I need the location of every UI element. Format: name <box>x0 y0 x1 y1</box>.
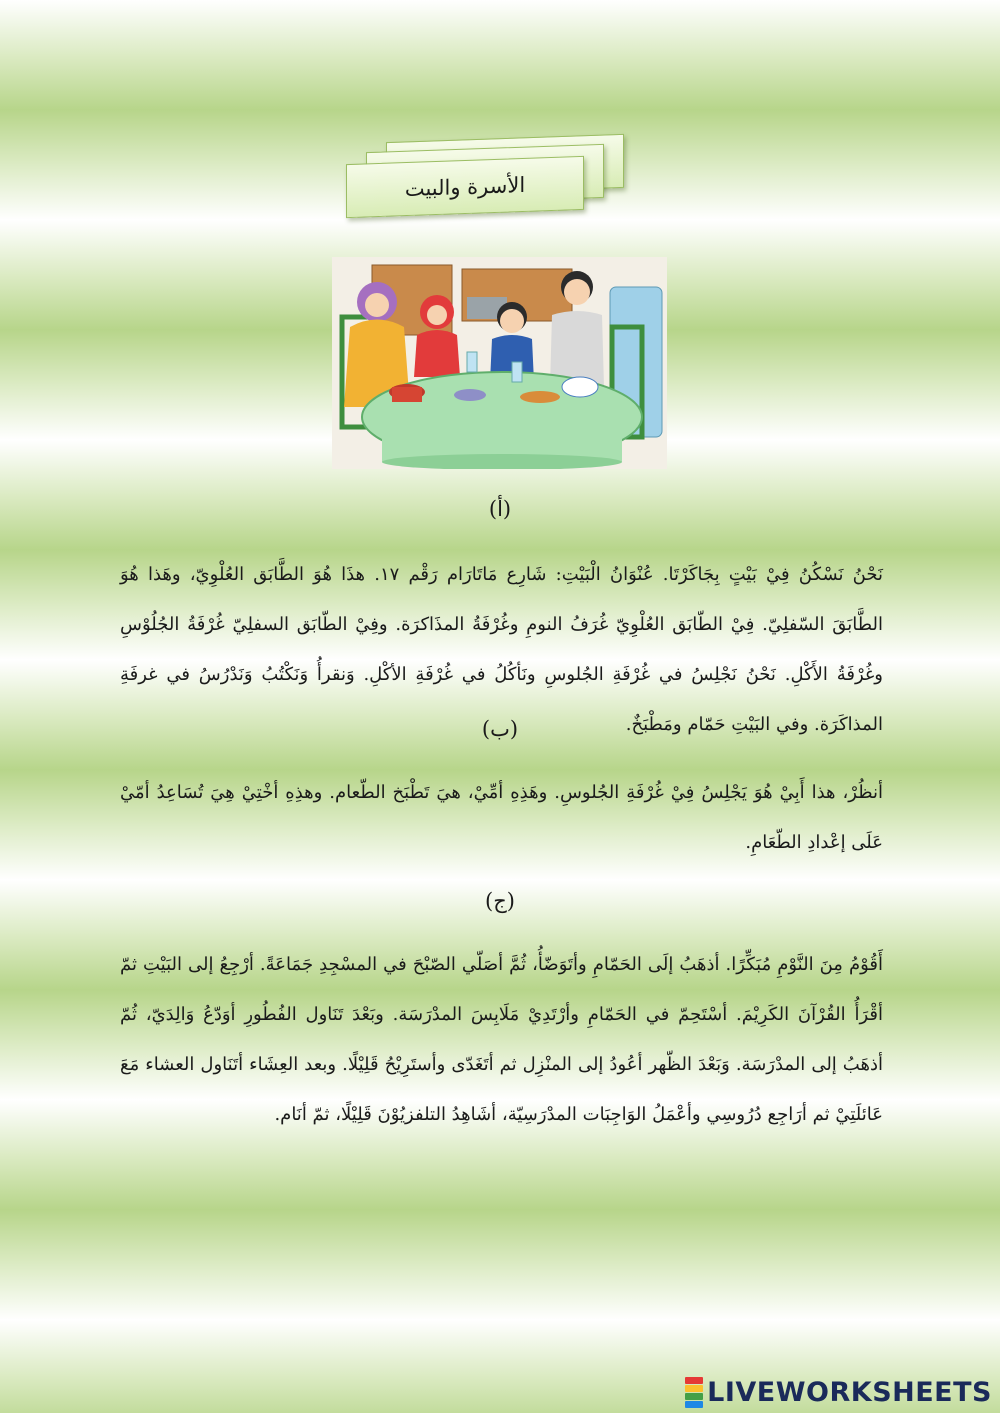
title-banner <box>346 138 630 220</box>
page-title: الأسرة والبيت <box>404 172 526 202</box>
section-label-a: (أ) <box>488 497 512 521</box>
family-dinner-illustration <box>332 257 667 469</box>
section-a-paragraph: نَحْنُ نَسْكُنُ فِيْ بَيْتٍ بِجَاكَرْتَا. عُنْوَانُ الْبَيْتِ: شَارِع مَاتَارَام رَقْم ١٧. هذَا هُوَ الطَّابَق العُلْوِيّ، وهَذا هُوَ الطَّابَقَ السّفلِيّ. فِيْ الطّابَق العُلْوِيّ غُرَفُ النومِ وغُرْفَةُ المذَاكرَة. وفِيْ الطّابَق السفلِيّ غُرْفَةُ الجُلُوْسِ وغُرْفَةُ الأَكْلِ. نَحْنُ نَجْلِسُ في غُرْفَةِ الجُلوسِ ونَأكُلُ في غُرْفَةِ الأكْلِ. وَنقرأُ وَنَكْتُبُ وَنَدْرُسُ في غرفَةِ المذاكَرَة. وفي البَيْتِ حَمّام ومَطْبَخٌ. <box>120 564 883 735</box>
watermark-text: LIVEWORKSHEETS <box>707 1376 992 1408</box>
section-c-paragraph: أَقُوْمُ مِنَ النَّوْمِ مُبَكِّرًا. أذهَبُ إلَى الحَمّامِ وأتَوَضّأُ، ثُمَّ أصَلّي الصّبْحَ في المسْجِدِ جَمَاعَةً. أرْجِعُ إلى البَيْتِ ثمّ أقْرَأُ القُرْآنَ الكَرِيْمَ. أسْتَحِمّ في الحَمّامِ وأرْتَدِيْ مَلَابِسَ المدْرَسَة. وبَعْدَ تَنَاول الفُطُورِ أوَدّعُ وَالِدَيّ، ثُمّ أذهَبُ إلى المدْرَسَة. وَبَعْدَ الظّهر أعُودُ إلى المنْزِل ثم أتَغَدّى وأستَرِيْحُ قَلِيْلًا. وبعد العِشَاء أتَنَاول العشاء مَعَ عَائلَتِيْ ثم أرَاجِع دُرُوسِي وأعْمَلُ الوَاجِبَات المدْرَسِيّة، أشَاهِدُ التلفزيُوْنَ قَلِيْلًا، ثمّ أنَام. <box>120 954 883 1125</box>
section-label-c: (ج) <box>485 889 515 913</box>
liveworksheets-logo-icon <box>685 1377 703 1408</box>
liveworksheets-watermark <box>685 1375 992 1409</box>
section-label-b: (ب) <box>481 717 519 741</box>
section-b-paragraph: أنظُرْ، هذا أَبِيْ هُوَ يَجْلِسُ فِيْ غُرْفَةِ الجُلوسِ. وهَذِهِ أمِّيْ، هيَ تَطْبَخ الطّعام. وهذِهِ أخْتِيْ هِيَ تُسَاعِدُ أمّيْ عَلَى إعْدادِ الطّعَامِ. <box>120 782 883 853</box>
banner-front-card <box>346 156 584 218</box>
